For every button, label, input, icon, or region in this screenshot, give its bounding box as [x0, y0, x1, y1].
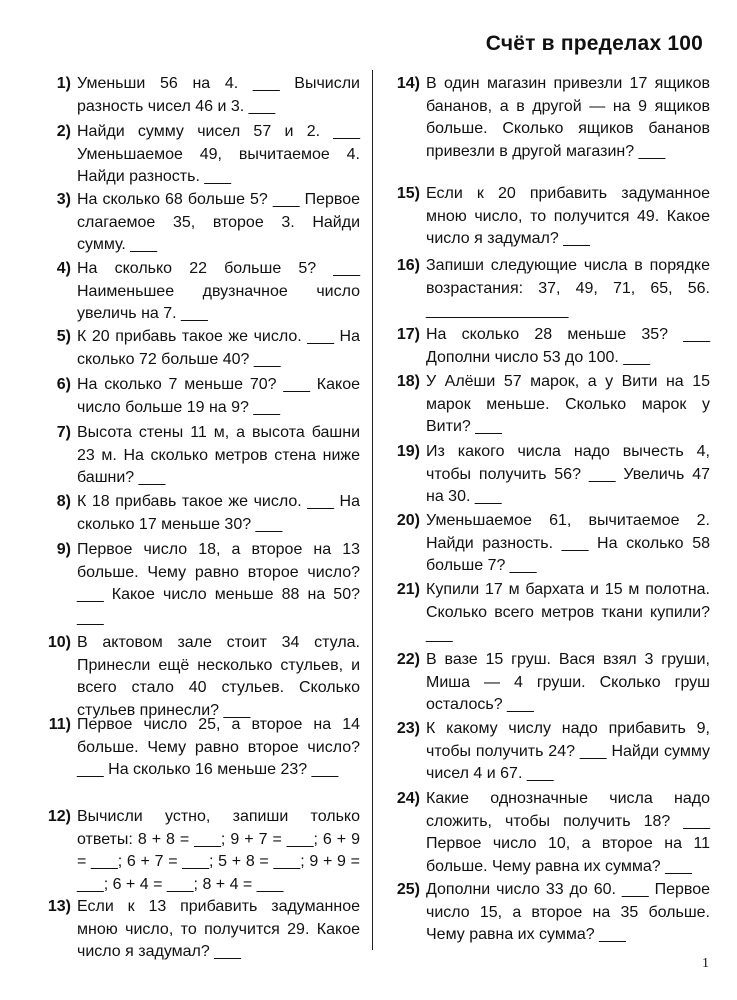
task-20 [384, 510, 710, 579]
task-23 [384, 718, 710, 788]
task-4 [30, 258, 360, 326]
task-text: Купили 17 м бархата и 15 м полотна. Сколько всего метров ткани купили? ___ [426, 581, 710, 644]
task-7 [30, 422, 360, 491]
task-number: 20) [396, 512, 420, 529]
task-text: В вазе 15 груш. Вася взял 3 груши, Миша — 4 груши. Сколько груш осталось? ___ [426, 651, 710, 714]
task-number: 14) [396, 75, 420, 92]
task-number: 9) [56, 541, 71, 558]
task-number: 5) [56, 328, 71, 345]
task-text: Первое число 18, а второе на 13 больше. Чему равно второе число? ___ Какое число меньше 88 на 50? ___ [77, 541, 360, 626]
task-text: Если к 20 прибавить задуманное мною число, то получится 49. Какое число я задумал? ___ [426, 185, 710, 248]
task-number: 1) [56, 75, 71, 92]
task-number: 15) [396, 185, 420, 202]
task-24 [384, 788, 710, 879]
task-number: 7) [56, 424, 71, 441]
task-16 [384, 255, 710, 324]
task-number: 16) [396, 257, 420, 274]
task-10 [30, 632, 360, 719]
task-number: 3) [56, 191, 71, 208]
task-15 [384, 183, 710, 255]
task-8 [30, 491, 360, 539]
task-11 [30, 714, 360, 806]
task-text: К 20 прибавь такое же число. ___ На сколько 72 больше 40? ___ [77, 328, 360, 368]
task-number: 12) [47, 808, 71, 825]
task-25 [384, 879, 710, 949]
task-number: 6) [56, 376, 71, 393]
task-number: 23) [396, 720, 420, 737]
left-column [30, 73, 360, 966]
task-text: Вычисли устно, запиши только ответы: 8 + 8 = ___; 9 + 7 = ___; 6 + 9 = ___; 6 + 7 = ___; 5 + 8 = ___; 9 + 9 = ___; 6 + 4 = ___; 8 + 4 = ___ [77, 808, 360, 893]
column-divider [372, 70, 373, 950]
task-text: Уменьши 56 на 4. ___ Вычисли разность чисел 46 и 3. ___ [77, 75, 360, 115]
task-5 [30, 326, 360, 374]
task-text: Запиши следующие числа в порядке возрастания: 37, 49, 71, 65, 56. ________________ [426, 257, 710, 320]
task-text: Какие однозначные числа надо сложить, чтобы получить 18? ___ Первое число 10, а второе на 11 больше. Чему равна их сумма? ___ [426, 790, 710, 875]
task-9 [30, 539, 360, 632]
task-21 [384, 579, 710, 649]
page-title: Счёт в пределах 100 [485, 32, 703, 55]
task-19 [384, 441, 710, 510]
task-22 [384, 649, 710, 718]
task-text: Высота стены 11 м, а высота башни 23 м. На сколько метров стена ниже башни? ___ [77, 424, 360, 487]
task-text: Найди сумму чисел 57 и 2. ___ Уменьшаемое 49, вычитаемое 4. Найди разность. ___ [77, 123, 360, 186]
task-number: 21) [396, 581, 420, 598]
task-text: На сколько 28 меньше 35? ___ Дополни число 53 до 100. ___ [426, 326, 710, 366]
task-1 [30, 73, 360, 121]
task-number: 22) [396, 651, 420, 668]
task-text: Дополни число 33 до 60. ___ Первое число 15, а второе на 35 больше. Чему равна их сумма? ___ [426, 881, 710, 944]
task-text: Из какого числа надо вычесть 4, чтобы получить 56? ___ Увеличь 47 на 30. ___ [426, 443, 710, 506]
task-text: К 18 прибавь такое же число. ___ На сколько 17 меньше 30? ___ [77, 493, 360, 533]
task-text: К какому числу надо прибавить 9, чтобы получить 24? ___ Найди сумму чисел 4 и 67. ___ [426, 720, 710, 783]
task-text: В актовом зале стоит 34 стула. Принесли ещё несколько стульев, и всего стало 40 стульев. Сколько стульев принесли? ___ [77, 634, 360, 719]
task-text: Если к 13 прибавить задуманное мною число, то получится 29. Какое число я задумал? ___ [77, 898, 360, 961]
task-text: На сколько 22 больше 5? ___ Наименьшее двузначное число увеличь на 7. ___ [77, 260, 360, 323]
task-number: 18) [396, 373, 420, 390]
task-text: В один магазин привезли 17 ящиков бананов, а в другой — на 9 ящиков больше. Сколько ящиков бананов привезли в другой магазин? ___ [426, 75, 710, 160]
task-3 [30, 189, 360, 258]
task-number: 4) [56, 260, 71, 277]
task-text: Первое число 25, а второе на 14 больше. Чему равно второе число? ___ На сколько 16 меньше 23? ___ [77, 716, 360, 779]
task-number: 13) [47, 898, 71, 915]
task-text: У Алёши 57 марок, а у Вити на 15 марок меньше. Сколько марок у Вити? ___ [426, 373, 710, 436]
task-12 [30, 806, 360, 896]
task-number: 17) [396, 326, 420, 343]
task-number: 10) [47, 634, 71, 651]
task-number: 2) [56, 123, 71, 140]
task-text: На сколько 68 больше 5? ___ Первое слагаемое 35, второе 3. Найди сумму. ___ [77, 191, 360, 254]
task-17 [384, 324, 710, 371]
task-13 [30, 896, 360, 966]
task-6 [30, 374, 360, 422]
task-2 [30, 121, 360, 189]
right-column [384, 73, 710, 949]
task-number: 11) [48, 716, 71, 733]
task-number: 8) [56, 493, 71, 510]
task-text: На сколько 7 меньше 70? ___ Какое число больше 19 на 9? ___ [77, 376, 360, 416]
task-text: Уменьшаемое 61, вычитаемое 2. Найди разность. ___ На сколько 58 больше 7? ___ [426, 512, 710, 575]
task-number: 19) [396, 443, 420, 460]
task-number: 25) [396, 881, 420, 898]
task-number: 24) [396, 790, 420, 807]
task-14 [384, 73, 710, 183]
page-number: 1 [702, 956, 709, 971]
task-18 [384, 371, 710, 441]
